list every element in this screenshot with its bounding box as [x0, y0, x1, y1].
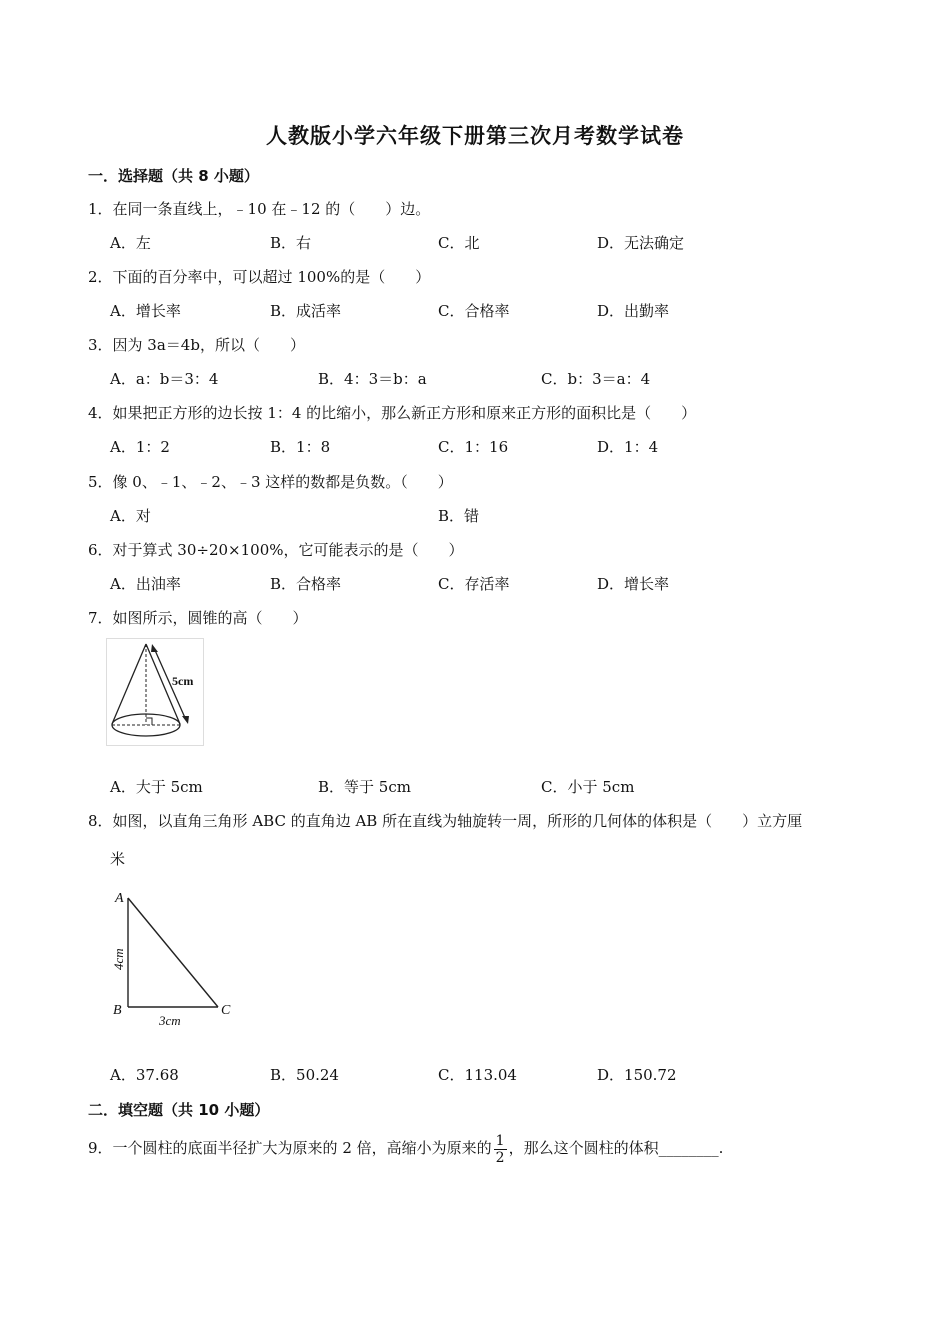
option-c[interactable]: C．北	[438, 234, 480, 252]
triangle-figure	[106, 884, 246, 1034]
question-9-blank-text[interactable]: ，那么这个圆柱的体积________.	[508, 1139, 724, 1157]
vertex-b: B	[113, 1003, 122, 1018]
option-a[interactable]: A．1：2	[110, 438, 170, 456]
question-9-text: 9．一个圆柱的底面半径扩大为原来的 2 倍，高缩小为原来的	[88, 1139, 492, 1157]
option-d[interactable]: D．无法确定	[597, 234, 685, 252]
figure-frame	[107, 639, 204, 746]
option-d[interactable]: D．出勤率	[597, 302, 670, 320]
question-7: 7．如图所示，圆锥的高（ ）	[88, 609, 308, 627]
option-b[interactable]: B．1：8	[270, 438, 331, 456]
option-a[interactable]: A．左	[110, 234, 151, 252]
option-b[interactable]: B．错	[438, 507, 480, 525]
arrow-head-bottom	[182, 716, 189, 724]
side-bc-label: 3cm	[159, 1013, 181, 1028]
side-ac	[128, 898, 218, 1007]
fraction-numerator: 1	[495, 1132, 505, 1149]
option-b[interactable]: B．成活率	[270, 302, 342, 320]
option-c[interactable]: C．存活率	[438, 575, 510, 593]
cone-label: 5cm	[172, 674, 194, 688]
option-a[interactable]: A．对	[110, 507, 151, 525]
section-heading-fill: 二．填空题（共 10 小题）	[88, 1101, 270, 1119]
question-8-continued: 米	[110, 850, 126, 868]
option-b[interactable]: B．合格率	[270, 575, 342, 593]
option-d[interactable]: D．1：4	[597, 438, 659, 456]
side-ab-label: 4cm	[111, 948, 126, 970]
question-3: 3．因为 3a＝4b，所以（ ）	[88, 336, 305, 354]
vertex-a: A	[115, 891, 124, 906]
option-a[interactable]: A．a：b＝3：4	[110, 370, 219, 388]
question-8: 8．如图，以直角三角形 ABC 的直角边 AB 所在直线为轴旋转一周，所形的几何体的体积是（ ）立方厘	[88, 812, 803, 830]
option-a[interactable]: A．37.68	[110, 1066, 179, 1084]
option-d[interactable]: D．增长率	[597, 575, 670, 593]
question-2: 2．下面的百分率中，可以超过 100%的是（ ）	[88, 268, 431, 286]
question-9	[88, 1130, 723, 1166]
option-a[interactable]: A．增长率	[110, 302, 181, 320]
option-b[interactable]: B．4：3＝b：a	[318, 370, 427, 388]
fraction-denominator: 2	[495, 1149, 505, 1166]
question-1: 1．在同一条直线上，﹣10 在﹣12 的（ ）边。	[88, 200, 431, 218]
page-title: 人教版小学六年级下册第三次月考数学试卷	[266, 124, 684, 148]
cone-left-edge	[112, 644, 146, 724]
option-b[interactable]: B．右	[270, 234, 312, 252]
cone-figure	[106, 638, 206, 748]
option-d[interactable]: D．150.72	[597, 1066, 677, 1084]
option-b[interactable]: B．等于 5cm	[318, 778, 411, 796]
option-a[interactable]: A．大于 5cm	[110, 778, 203, 796]
option-c[interactable]: C．b：3＝a：4	[541, 370, 651, 388]
option-c[interactable]: C．113.04	[438, 1066, 517, 1084]
option-c[interactable]: C．小于 5cm	[541, 778, 635, 796]
option-c[interactable]: C．合格率	[438, 302, 510, 320]
question-5: 5．像 0、﹣1、﹣2、﹣3 这样的数都是负数。（ ）	[88, 473, 453, 491]
vertex-c: C	[221, 1003, 231, 1018]
option-b[interactable]: B．50.24	[270, 1066, 339, 1084]
question-4: 4．如果把正方形的边长按 1：4 的比缩小，那么新正方形和原来正方形的面积比是（ ）	[88, 404, 697, 422]
section-heading-choice: 一．选择题（共 8 小题）	[88, 167, 259, 185]
option-a[interactable]: A．出油率	[110, 575, 181, 593]
right-angle-mark	[146, 718, 152, 725]
question-6: 6．对于算式 30÷20×100%，它可能表示的是（ ）	[88, 541, 464, 559]
option-c[interactable]: C．1：16	[438, 438, 509, 456]
arrow-head-top	[151, 644, 158, 652]
fraction	[494, 1133, 507, 1166]
